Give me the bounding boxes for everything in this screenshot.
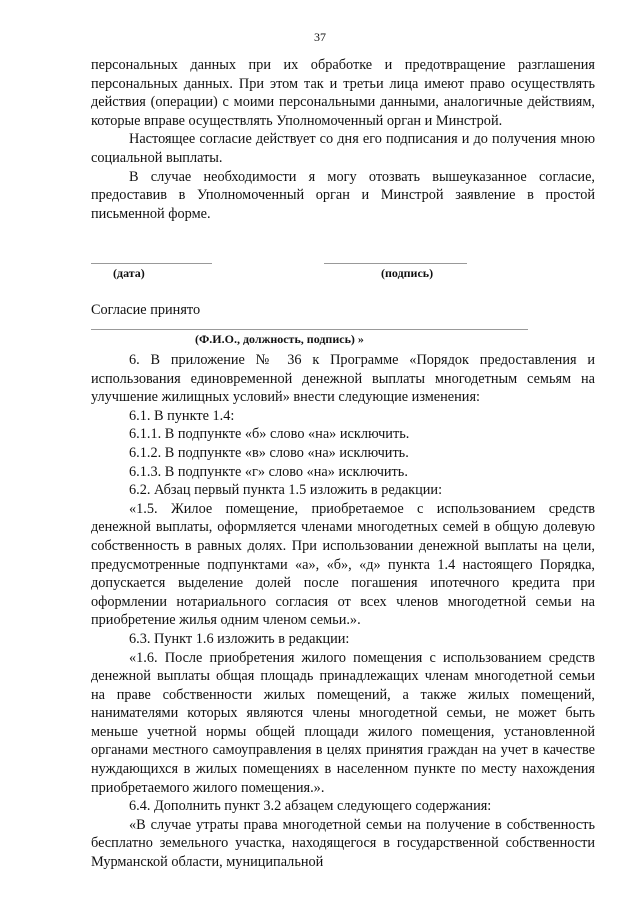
paragraph-6-1-2: 6.1.2. В подпункте «в» слово «на» исключить. xyxy=(129,444,409,461)
page-number: 37 xyxy=(314,30,326,44)
paragraph-personal-data: персональных данных при их обработке и предотвращение разглашения персональных данных. При этом так и третьи лица имеют право осуществлять действия (операции) с моими персональными данными, аналогичные действиям, которые вправе осуществлять Уполномоченный орган и Минстрой. xyxy=(91,57,595,129)
paragraph-6: 6. В приложение № 36 к Программе «Порядок предоставления и использования единовременной денежной выплаты многодетным семьям на улучшение жилищных условий» внести следующие изменения: xyxy=(91,352,595,406)
date-signature-line xyxy=(91,263,212,264)
paragraph-6-1-3: 6.1.3. В подпункте «г» слово «на» исключить. xyxy=(129,463,408,480)
paragraph-consent-validity: Настоящее согласие действует со дня его подписания и до получения мною социальной выплаты. xyxy=(91,131,595,166)
accepted-signature-line xyxy=(91,329,528,330)
fio-label: (Ф.И.О., должность, подпись) » xyxy=(195,332,364,346)
paragraph-consent-revocation: В случае необходимости я могу отозвать вышеуказанное согласие, предоставив в Уполномоченный орган и Минстрой заявление в простой письменной форме. xyxy=(91,168,595,222)
consent-text-block xyxy=(91,56,595,223)
paragraph-6-1: 6.1. В пункте 1.4: xyxy=(129,407,235,424)
date-label: (дата) xyxy=(113,266,145,280)
amendments-text-block xyxy=(91,351,595,872)
consent-accepted-text: Согласие принято xyxy=(91,302,201,318)
paragraph-6-4: 6.4. Дополнить пункт 3.2 абзацем следующего содержания: xyxy=(129,798,492,815)
sign-signature-line xyxy=(324,263,467,264)
paragraph-6-2: 6.2. Абзац первый пункта 1.5 изложить в редакции: xyxy=(129,482,443,499)
paragraph-6-2-quote: «1.5. Жилое помещение, приобретаемое с использованием средств денежной выплаты, оформляется членами многодетных семей в общую долевую собственность в равных долях. При использовании денежной выплаты на цели, предусмотренные подпунктами «а», «б», «д» пункта 1.4 настоящего Порядка, допускается выделение долей после погашения ипотечного кредита при оформлении нотариального согласия от всех членов многодетной семьи на приобретение жилья одним членом семьи.». xyxy=(91,500,595,629)
sign-label: (подпись) xyxy=(381,266,434,280)
paragraph-6-3: 6.3. Пункт 1.6 изложить в редакции: xyxy=(129,630,350,647)
paragraph-6-1-1: 6.1.1. В подпункте «б» слово «на» исключить. xyxy=(129,426,410,443)
paragraph-6-3-quote: «1.6. После приобретения жилого помещения с использованием средств денежной выплаты общая площадь принадлежащих членам многодетной семьи на праве собственности жилых помещений, а также жилых помещений, нанимателями которых являются члены многодетной семьи, не может быть меньше учетной нормы общей площади жилого помещения, установленной органами местного самоуправления в целях принятия граждан на учет в качестве нуждающихся в жилых помещениях в населенном пункте по месту нахождения приобретаемого жилого помещения.». xyxy=(91,649,595,796)
paragraph-6-4-quote: «В случае утраты права многодетной семьи на получение в собственность бесплатно земельного участка, находящегося в государственной собственности Мурманской области, муниципальной xyxy=(91,816,595,871)
